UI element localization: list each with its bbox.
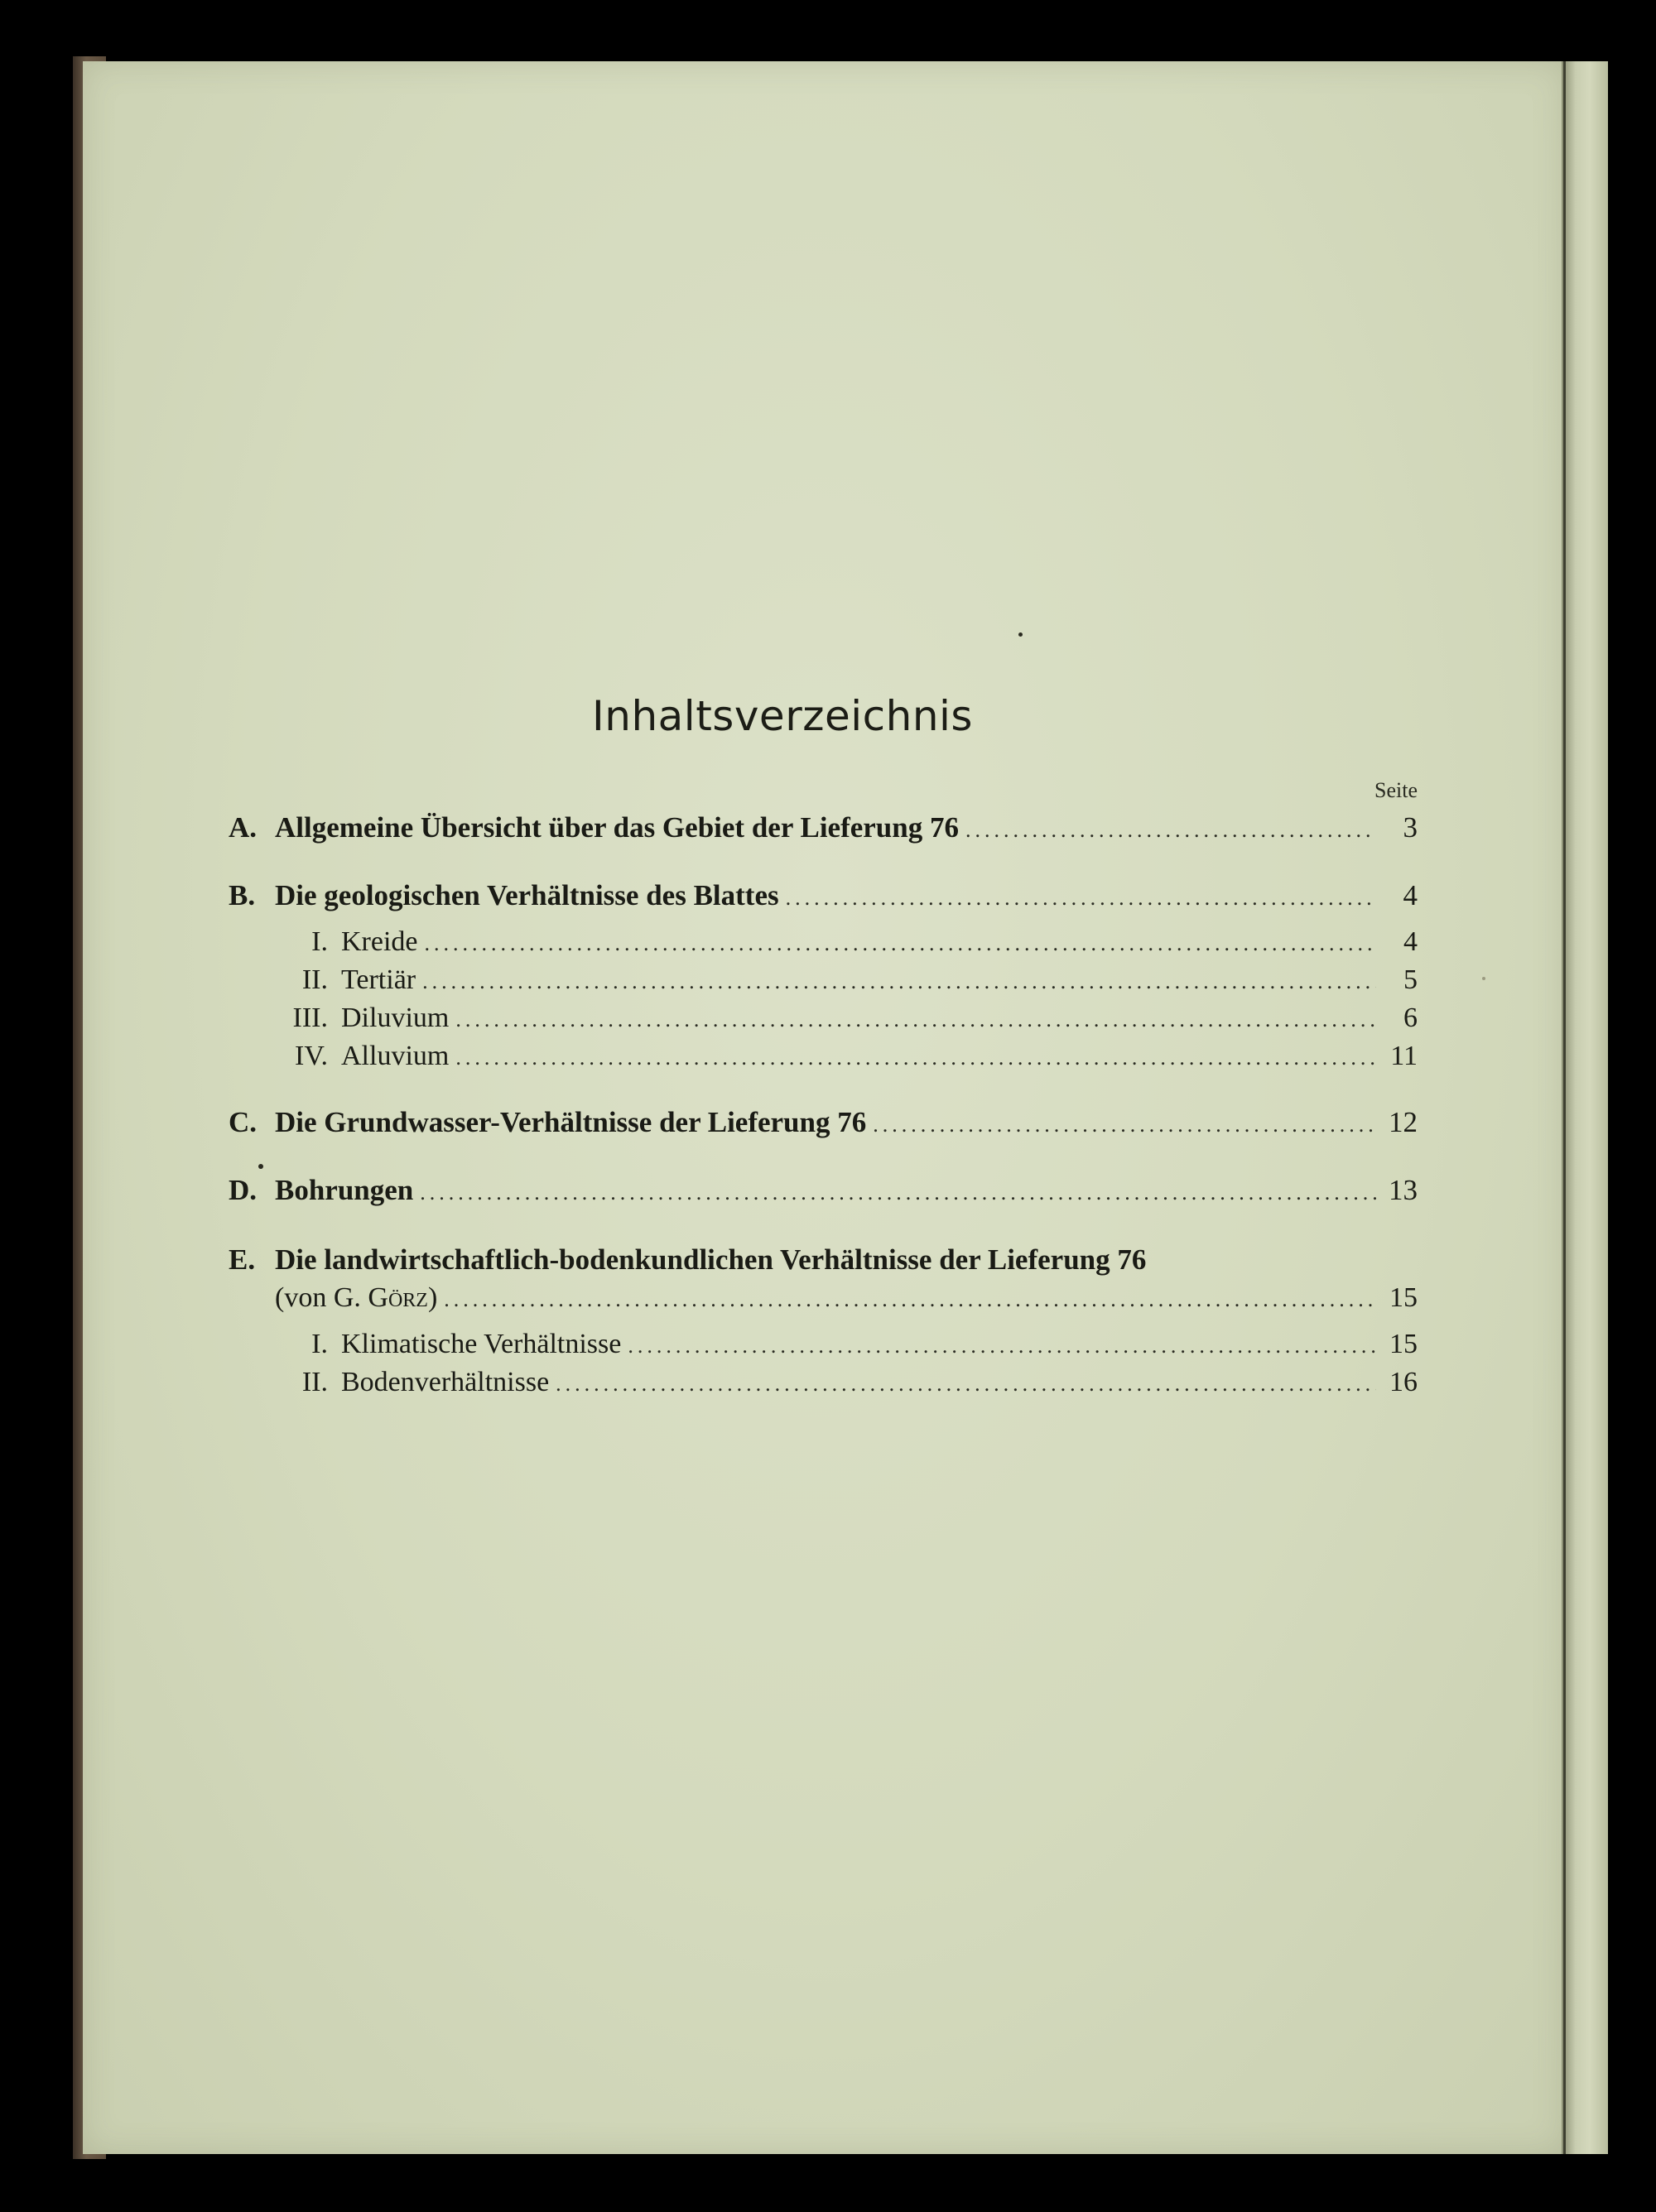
entry-page: 12 (1389, 1106, 1418, 1138)
entry-label: Bohrungen (275, 1174, 414, 1206)
subentry-numeral: I. (311, 926, 328, 957)
leader-dots (873, 1108, 1376, 1142)
page-column-label: Seite (1374, 778, 1418, 802)
subentry-label: Diluvium (341, 1003, 450, 1033)
subentry-label: Tertiär (341, 964, 416, 995)
speck (1482, 977, 1485, 980)
leader-dots (965, 814, 1376, 847)
leader-dots (786, 882, 1376, 915)
toc-subentry (262, 1366, 1418, 1401)
toc-entry-e (229, 1243, 1418, 1277)
subentry-label: Alluvium (341, 1041, 450, 1071)
entry-page: 13 (1389, 1174, 1418, 1206)
leader-dots (425, 927, 1376, 960)
entry-letter: A. (229, 811, 258, 844)
toc-entry-a (229, 811, 1418, 847)
entry-label: Allgemeine Übersicht über das Gebiet der Lieferung 76 (275, 811, 959, 844)
entry-letter: B. (229, 879, 256, 911)
toc-entry-e-continuation (275, 1282, 1418, 1316)
entry-letter: C. (229, 1106, 258, 1138)
speck (258, 1164, 263, 1169)
entry-page: 15 (1389, 1282, 1418, 1313)
leader-dots (556, 1368, 1376, 1401)
entry-letter: D. (229, 1174, 258, 1206)
subentry-page: 4 (1403, 926, 1418, 957)
leader-dots (455, 1041, 1376, 1075)
author-suffix: ) (427, 1282, 438, 1313)
toc-subentry (262, 926, 1418, 960)
speck (1018, 632, 1023, 637)
entry-continuation (275, 1282, 437, 1315)
leader-dots (420, 1176, 1376, 1209)
toc-subentry (262, 1002, 1418, 1036)
subentry-numeral: II. (301, 1367, 328, 1397)
toc-subentry (262, 1040, 1418, 1075)
subentry-page: 5 (1403, 964, 1418, 995)
entry-page: 4 (1403, 879, 1418, 911)
toc-entry-d (229, 1174, 1418, 1209)
entry-page: 3 (1403, 811, 1418, 844)
entry-letter: E. (229, 1243, 256, 1276)
subentry-numeral: IV. (295, 1041, 328, 1071)
subentry-page: 6 (1403, 1003, 1418, 1033)
toc-subentry (262, 964, 1418, 998)
author-prefix: (von G. (275, 1282, 368, 1313)
subentry-label: Klimatische Verhältnisse (341, 1329, 622, 1359)
subentry-numeral: III. (292, 1003, 328, 1033)
toc-entry-b (229, 879, 1418, 915)
page-title: Inhaltsverzeichnis (592, 692, 973, 740)
subentry-numeral: I. (311, 1329, 328, 1359)
next-page-edge (1562, 61, 1608, 2154)
entry-label: Die geologischen Verhältnisse des Blattes (275, 879, 779, 911)
leader-dots (444, 1283, 1376, 1316)
subentry-page: 15 (1389, 1329, 1418, 1359)
subentry-label: Bodenverhältnisse (341, 1367, 550, 1397)
subentry-label: Kreide (341, 926, 418, 957)
leader-dots (455, 1003, 1376, 1036)
leader-dots (628, 1330, 1376, 1363)
entry-label: Die Grundwasser-Verhältnisse der Lieferung 76 (275, 1106, 867, 1138)
toc-subentry (262, 1328, 1418, 1363)
entry-label: Die landwirtschaftlich-bodenkundlichen Verhältnisse der Lieferung 76 (275, 1243, 1147, 1276)
leader-dots (422, 965, 1376, 998)
toc-entry-c (229, 1106, 1418, 1142)
subentry-page: 11 (1390, 1041, 1418, 1071)
subentry-numeral: II. (301, 964, 328, 995)
author-name: Görz (368, 1282, 428, 1313)
subentry-page: 16 (1389, 1367, 1418, 1397)
